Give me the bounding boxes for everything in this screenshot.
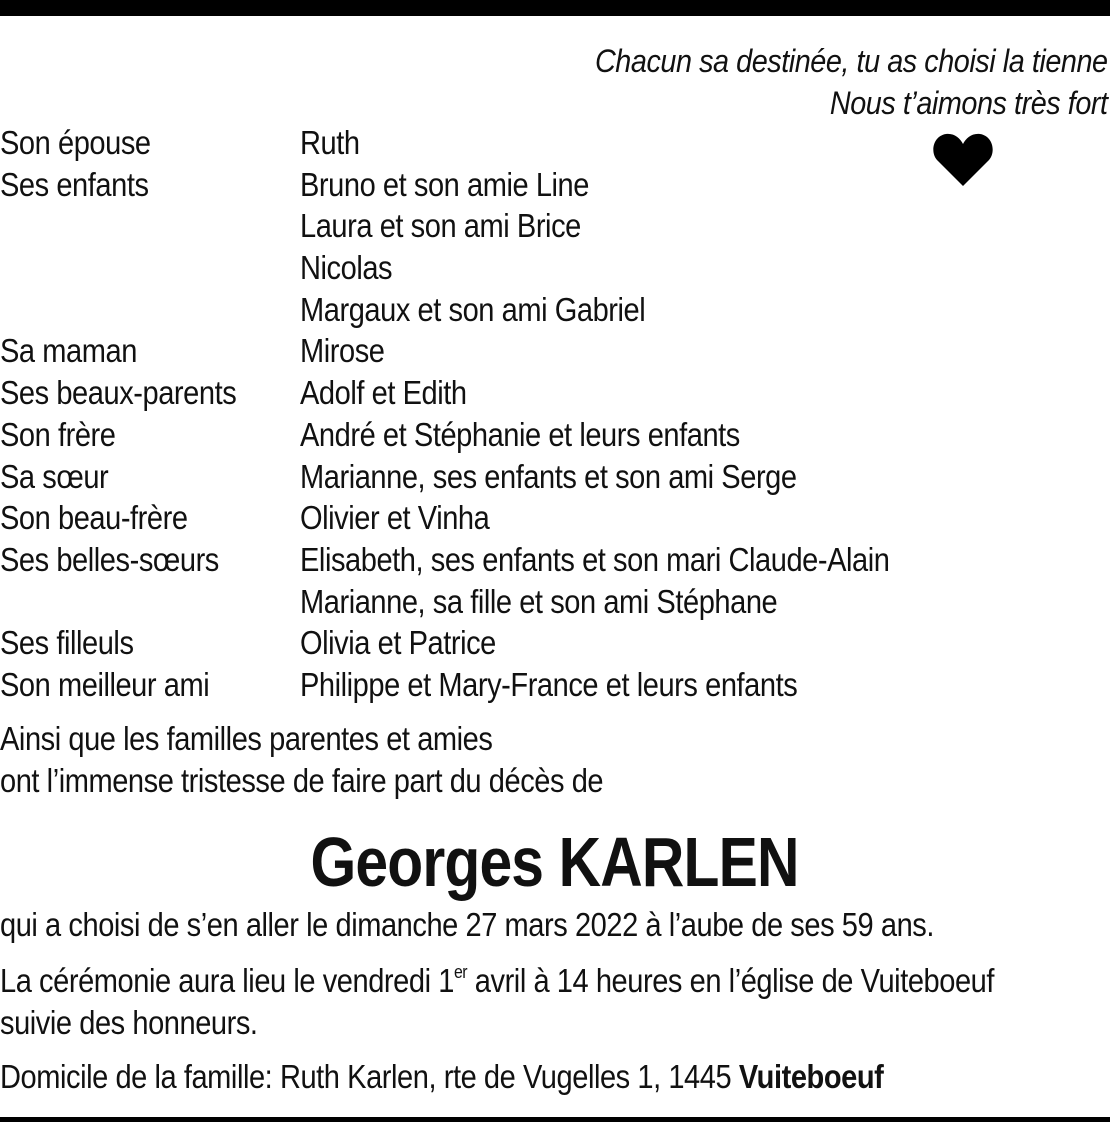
family-name-line: Olivia et Patrice [300, 624, 496, 662]
family-name-line: Laura et son ami Brice [300, 207, 581, 245]
epigraph-line-1: Chacun sa destinée, tu as choisi la tienne [595, 43, 1108, 79]
family-row [0, 456, 1110, 498]
epigraph [595, 40, 1108, 124]
family-names [300, 164, 645, 331]
family-list [0, 122, 1110, 706]
family-row [0, 539, 1110, 622]
family-names [300, 372, 467, 414]
family-row [0, 622, 1110, 664]
family-role: Son meilleur ami [0, 666, 210, 704]
family-row [0, 164, 1110, 331]
ceremony-info [0, 960, 994, 1044]
deceased-name-text: Georges KARLEN [310, 823, 800, 901]
family-name-line: André et Stéphanie et leurs enfants [300, 415, 740, 453]
epigraph-line-2: Nous t’aimons très fort [830, 85, 1108, 121]
ceremony-line-2: suivie des honneurs. [0, 1004, 258, 1041]
domicile-text: Domicile de la famille: Ruth Karlen, rte de Vugelles 1, 1445 [0, 1058, 739, 1095]
family-names [300, 539, 889, 622]
domicile-info [0, 1056, 883, 1098]
family-role: Son frère [0, 415, 116, 453]
family-name-line: Olivier et Vinha [300, 499, 490, 537]
top-rule [0, 0, 1110, 16]
family-name-line: Marianne, sa fille et son ami Stéphane [300, 582, 778, 620]
family-names [300, 414, 740, 456]
ceremony-ordinal: er [453, 962, 468, 982]
family-role: Sa maman [0, 332, 137, 370]
family-row [0, 664, 1110, 706]
family-names [300, 664, 797, 706]
intro-line-1: Ainsi que les familles parentes et amies [0, 720, 493, 757]
family-row [0, 122, 1110, 164]
ceremony-text-2: avril à 14 heures en l’église de Vuiteboeuf [467, 962, 995, 999]
family-name-line: Marianne, ses enfants et son ami Serge [300, 457, 797, 495]
family-names [300, 622, 496, 664]
family-name-line: Ruth [300, 124, 360, 161]
passing-statement: qui a choisi de s’en aller le dimanche 27 mars 2022 à l’aube de ses 59 ans. [0, 906, 934, 943]
ceremony-text-1: La cérémonie aura lieu le vendredi 1 [0, 962, 454, 999]
intro-line-2: ont l’immense tristesse de faire part du décès de [0, 762, 604, 799]
family-row [0, 372, 1110, 414]
family-names [300, 122, 360, 164]
family-role: Ses beaux-parents [0, 374, 237, 412]
family-name-line: Nicolas [300, 249, 393, 287]
family-names [300, 456, 797, 498]
bottom-rule [0, 1117, 1110, 1122]
family-role: Sa sœur [0, 457, 109, 495]
family-role: Son épouse [0, 124, 151, 161]
family-role: Ses belles-sœurs [0, 540, 219, 578]
family-name-line: Elisabeth, ses enfants et son mari Claude-Alain [300, 540, 890, 578]
family-name-line: Margaux et son ami Gabriel [300, 290, 646, 328]
domicile-place: Vuiteboeuf [738, 1058, 884, 1095]
deceased-name [0, 822, 1110, 902]
family-row [0, 414, 1110, 456]
family-name-line: Bruno et son amie Line [300, 165, 589, 203]
announcement-intro [0, 718, 603, 802]
family-name-line: Philippe et Mary-France et leurs enfants [300, 666, 798, 704]
family-role: Ses filleuls [0, 624, 134, 662]
family-name-line: Adolf et Edith [300, 374, 467, 412]
family-name-line: Mirose [300, 332, 385, 370]
family-row [0, 330, 1110, 372]
family-row [0, 497, 1110, 539]
family-names [300, 497, 489, 539]
family-role: Ses enfants [0, 165, 149, 203]
ceremony-line-1 [0, 960, 994, 1002]
family-role: Son beau-frère [0, 499, 188, 537]
family-names [300, 330, 385, 372]
